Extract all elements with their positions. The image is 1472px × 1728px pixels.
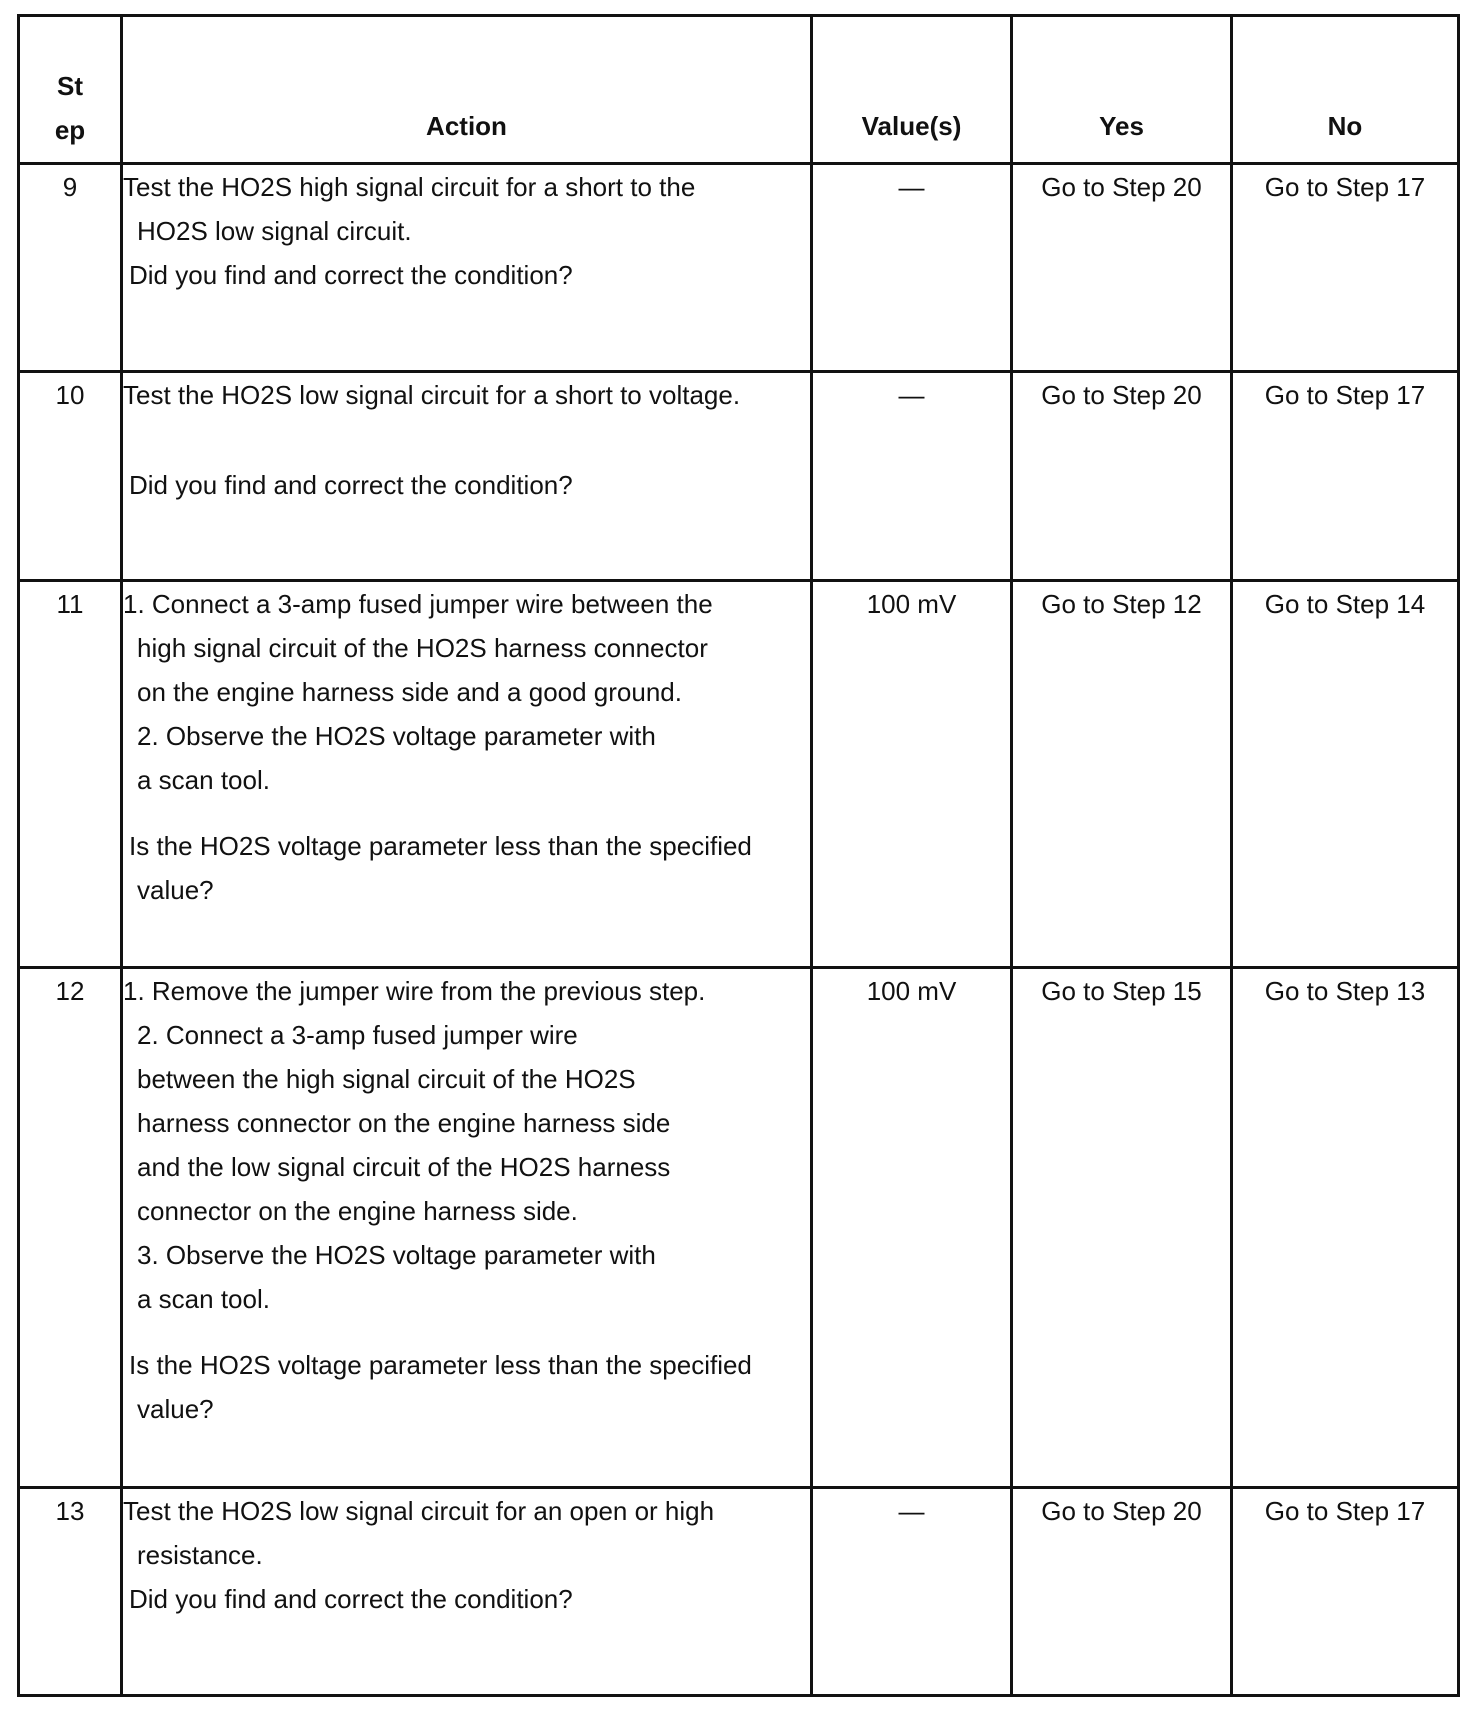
yes-cell: Go to Step 20: [1012, 1488, 1232, 1696]
action-line: HO2S low signal circuit.: [137, 216, 412, 246]
action-line: harness connector on the engine harness side: [137, 1108, 671, 1138]
header-step-line1: St: [57, 71, 83, 101]
table-row: [19, 372, 1459, 581]
header-action: Action: [122, 16, 812, 164]
value-cell: —: [812, 372, 1012, 581]
step-number: 10: [19, 372, 122, 581]
action-line: Did you find and correct the condition?: [129, 1584, 573, 1614]
action-cell: [122, 1488, 812, 1696]
action-line: 1. Remove the jumper wire from the previous step.: [123, 976, 706, 1006]
value-cell: —: [812, 164, 1012, 372]
action-line: between the high signal circuit of the HO2S: [137, 1064, 636, 1094]
yes-cell: Go to Step 20: [1012, 372, 1232, 581]
action-cell: [122, 164, 812, 372]
yes-cell: Go to Step 12: [1012, 581, 1232, 968]
step-number: 9: [19, 164, 122, 372]
yes-cell: Go to Step 15: [1012, 968, 1232, 1488]
action-line: 3. Observe the HO2S voltage parameter with: [137, 1240, 656, 1270]
action-line: high signal circuit of the HO2S harness connector: [137, 633, 708, 663]
action-line: value?: [137, 1394, 214, 1424]
action-line: on the engine harness side and a good ground.: [137, 677, 682, 707]
no-cell: Go to Step 17: [1232, 164, 1459, 372]
table-row: [19, 1488, 1459, 1696]
table-row: [19, 968, 1459, 1488]
table-row: [19, 164, 1459, 372]
action-line: connector on the engine harness side.: [137, 1196, 578, 1226]
action-line: Did you find and correct the condition?: [129, 260, 573, 290]
action-line: Is the HO2S voltage parameter less than the specified: [129, 1350, 752, 1380]
header-no: No: [1232, 16, 1459, 164]
value-cell: 100 mV: [812, 581, 1012, 968]
diagnostic-table: [17, 14, 1460, 1697]
no-cell: Go to Step 17: [1232, 1488, 1459, 1696]
action-cell: [122, 968, 812, 1488]
no-cell: Go to Step 13: [1232, 968, 1459, 1488]
action-line: and the low signal circuit of the HO2S harness: [137, 1152, 671, 1182]
header-step-line2: ep: [54, 115, 86, 145]
value-cell: —: [812, 1488, 1012, 1696]
header-yes: Yes: [1012, 16, 1232, 164]
action-line: 2. Connect a 3-amp fused jumper wire: [137, 1020, 578, 1050]
header-values: Value(s): [812, 16, 1012, 164]
action-line: resistance.: [137, 1540, 263, 1570]
value-cell: 100 mV: [812, 968, 1012, 1488]
step-number: 13: [19, 1488, 122, 1696]
action-line: value?: [137, 875, 214, 905]
step-number: 12: [19, 968, 122, 1488]
action-line: a scan tool.: [137, 1284, 270, 1314]
action-line: Is the HO2S voltage parameter less than the specified: [129, 831, 752, 861]
action-line: Test the HO2S high signal circuit for a short to the: [123, 172, 696, 202]
action-line: Test the HO2S low signal circuit for an open or high: [123, 1496, 715, 1526]
no-cell: Go to Step 17: [1232, 372, 1459, 581]
action-line: a scan tool.: [137, 765, 270, 795]
header-row: [19, 16, 1459, 164]
no-cell: Go to Step 14: [1232, 581, 1459, 968]
step-number: 11: [19, 581, 122, 968]
action-line: Test the HO2S low signal circuit for a short to voltage.: [123, 380, 741, 410]
action-line: 2. Observe the HO2S voltage parameter with: [137, 721, 656, 751]
table-row: [19, 581, 1459, 968]
action-line: Did you find and correct the condition?: [129, 470, 573, 500]
header-step: [19, 16, 122, 164]
action-line: 1. Connect a 3-amp fused jumper wire between the: [123, 589, 713, 619]
action-cell: [122, 372, 812, 581]
yes-cell: Go to Step 20: [1012, 164, 1232, 372]
action-cell: [122, 581, 812, 968]
